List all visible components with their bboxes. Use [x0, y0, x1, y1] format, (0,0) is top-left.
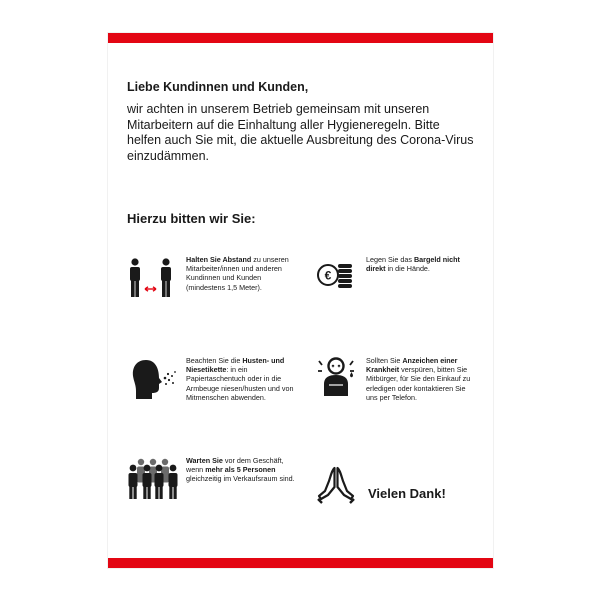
item-illness: Sollten Sie Anzeichen einer Krankheit verspüren, bitten Sie Mitbürger, für Sie den Einkauf zu erledigen oder kontaktieren Sie uns per Telefon.	[366, 356, 471, 402]
item-cash: Legen Sie das Bargeld nicht direkt in die Hände.	[366, 255, 460, 274]
sick-person-icon	[316, 355, 356, 397]
sneeze-icon	[130, 358, 178, 400]
subheading: Hierzu bitten wir Sie:	[127, 211, 256, 226]
item-wait: Warten Sie vor dem Geschäft, wenn mehr als 5 Personen gleichzeitig im Verkaufsraum sind.	[186, 456, 295, 484]
top-red-bar	[108, 33, 493, 43]
thanks-text: Vielen Dank!	[368, 486, 446, 501]
item-distance: Halten Sie Abstand zu unseren Mitarbeiter/innen und anderen Kundinnen und Kunden (mindestens 1,5 Meter).	[186, 255, 289, 292]
svg-text:€: €	[324, 268, 332, 283]
item-sneeze: Beachten Sie die Husten- und Niesetikette: in ein Papiertaschentuch oder in die Armbeuge niesen/husten und von Mitmenschen abwenden.	[186, 356, 294, 402]
praying-hands-icon	[316, 465, 356, 505]
intro-text: wir achten in unserem Betrieb gemeinsam mit unseren Mitarbeitern auf die Einhaltung aller Hygieneregeln. Bitte helfen auch Sie mit, die aktuelle Ausbreitung des Corona-Virus einzudämmen.	[127, 102, 474, 163]
hygiene-poster	[108, 33, 493, 568]
distance-icon	[126, 258, 178, 300]
greeting: Liebe Kundinnen und Kunden,	[127, 80, 309, 94]
cash-coins-icon	[316, 256, 354, 290]
crowd-icon	[126, 458, 180, 500]
bottom-red-bar	[108, 558, 493, 568]
